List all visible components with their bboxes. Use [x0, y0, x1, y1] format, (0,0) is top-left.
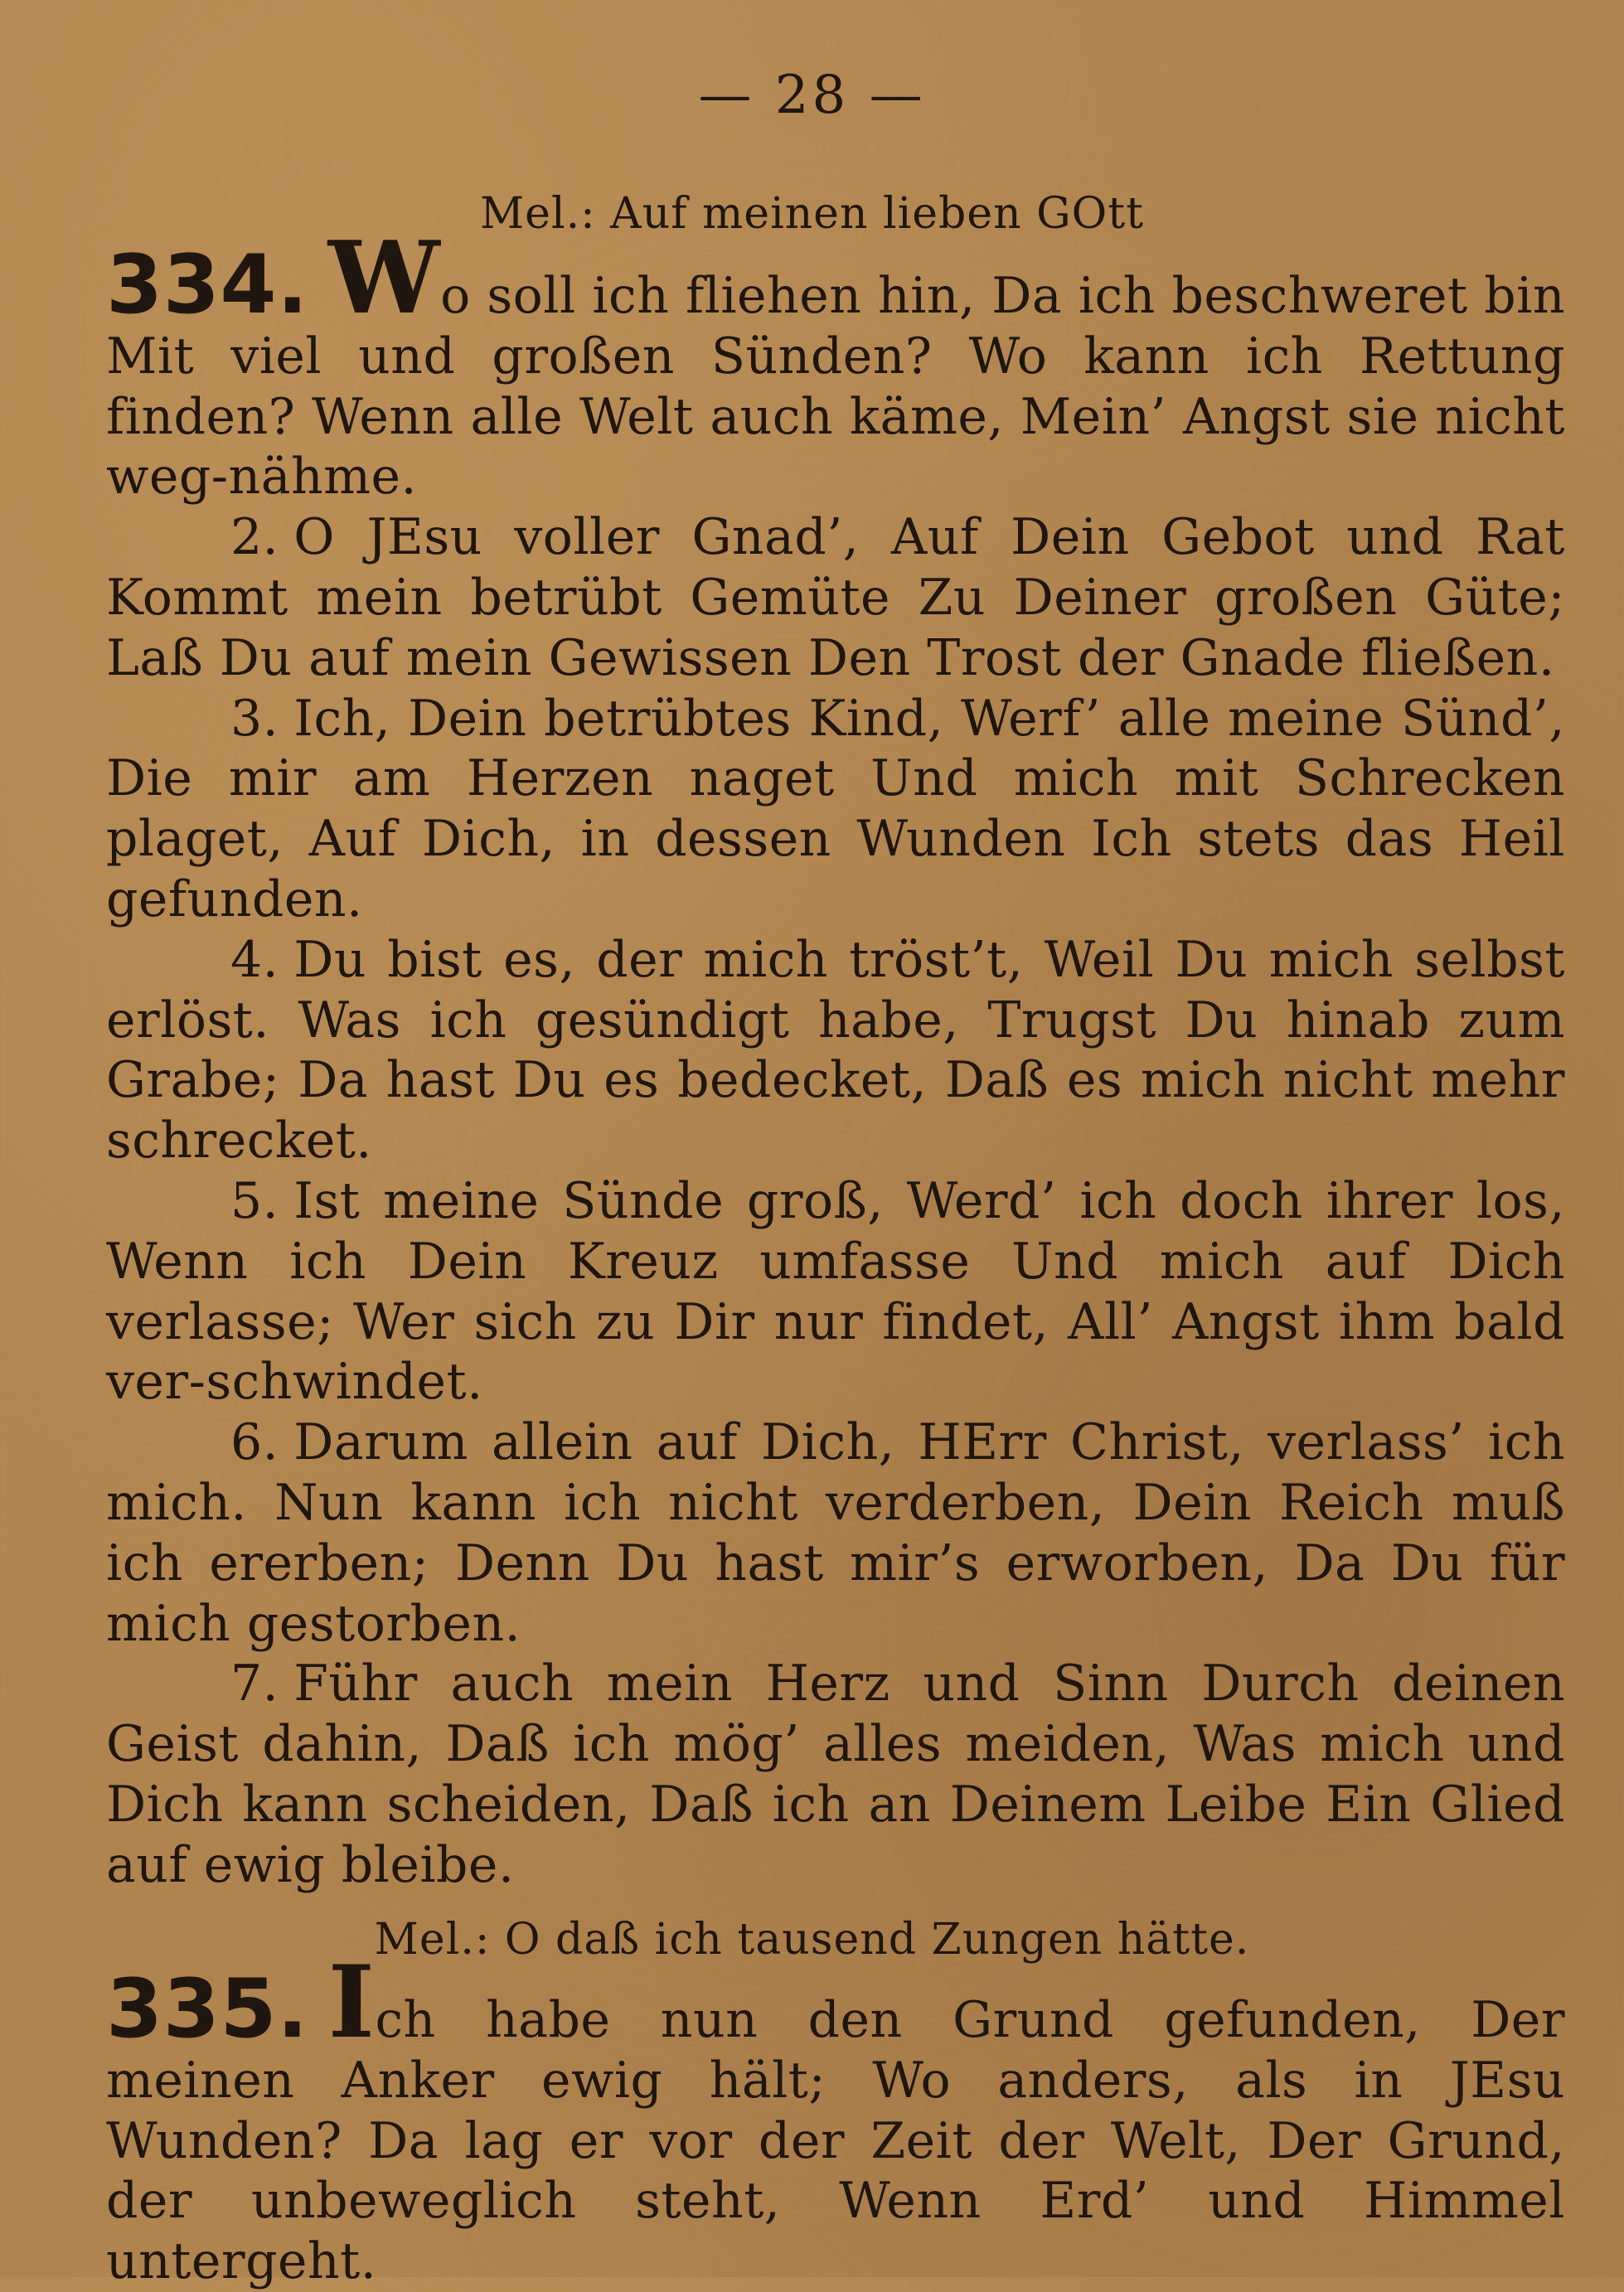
- hymn-334-verse-2: [106, 507, 1565, 688]
- hymn-334: [106, 220, 1565, 1896]
- verse-1-text-334: o soll ich fliehen hin, Da ich beschweret bin Mit viel und großen Sünden? Wo kann ich Rettung finden? Wenn alle Welt auch käme, Mein’ Angst sie nicht weg-nähme.: [106, 267, 1565, 506]
- hymn-334-verse-4: [106, 930, 1565, 1171]
- melody-line-335: Mel.: O daß ich tausend Zungen hätte.: [374, 1915, 1250, 1965]
- verse-text: O JEsu voller Gnad’, Auf Dein Gebot und Rat Kommt mein betrübt Gemüte Zu Deiner großen Güte; Laß Du auf mein Gewissen Den Trost der Gnade fließen.: [106, 508, 1565, 687]
- verse-text: Darum allein auf Dich, HErr Christ, verlass’ ich mich. Nun kann ich nicht verderben, Dein Reich muß ich ererben; Denn Du hast mir’s erworben, Da Du für mich gestorben.: [106, 1413, 1565, 1653]
- hymn-334-verse-6: [106, 1413, 1565, 1654]
- hymn-334-verse-5: [106, 1171, 1565, 1413]
- hymn-334-verse-3: [106, 689, 1565, 930]
- verse-number: 5.: [230, 1171, 279, 1230]
- verse-number: 7.: [230, 1655, 279, 1713]
- verse-text: Ist meine Sünde groß, Werd’ ich doch ihrer los, Wenn ich Dein Kreuz umfasse Und mich auf Dich verlasse; Wer sich zu Dir nur findet, All’ Angst ihm bald ver-schwindet.: [106, 1171, 1565, 1412]
- verse-number: 4.: [230, 930, 279, 989]
- drop-initial-335: I: [327, 1944, 376, 2061]
- drop-initial-334: W: [327, 220, 441, 337]
- hymn-335-verse-1: [106, 1944, 1565, 2292]
- verse-1-text-335: ch habe nun den Grund gefunden, Der meinen Anker ewig hält; Wo anders, als in JEsu Wunden? Da lag er vor der Zeit der Welt, Der Grund, der unbeweglich steht, Wenn Erd’ und Himmel untergeht.: [106, 1991, 1565, 2291]
- verse-number: 2.: [230, 508, 279, 567]
- verse-number: 3.: [230, 689, 279, 748]
- hymn-number-335: 335.: [106, 1962, 308, 2057]
- verse-text: Führ auch mein Herz und Sinn Durch deinen Geist dahin, Daß ich mög’ alles meiden, Was mich und Dich kann scheiden, Daß ich an Deinem Leibe Ein Glied auf ewig bleibe.: [106, 1655, 1565, 1894]
- hymn-334-verse-1: [106, 220, 1565, 507]
- page-number: — 28 —: [698, 65, 926, 126]
- hymn-number-334: 334.: [106, 238, 308, 332]
- verse-text: Ich, Dein betrübtes Kind, Werf’ alle meine Sünd’, Die mir am Herzen naget Und mich mit Schrecken plaget, Auf Dich, in dessen Wunden Ich stets das Heil gefunden.: [106, 689, 1565, 928]
- hymn-334-verse-7: [106, 1654, 1565, 1895]
- verse-text: Du bist es, der mich tröst’t, Weil Du mich selbst erlöst. Was ich gesündigt habe, Trugst Du hinab zum Grabe; Da hast Du es bedecket, Daß es mich nicht mehr schrecket.: [106, 930, 1565, 1170]
- hymn-335: [106, 1944, 1565, 2292]
- verse-number: 6.: [230, 1413, 279, 1472]
- melody-line-334: Mel.: Auf meinen lieben GOtt: [479, 189, 1145, 239]
